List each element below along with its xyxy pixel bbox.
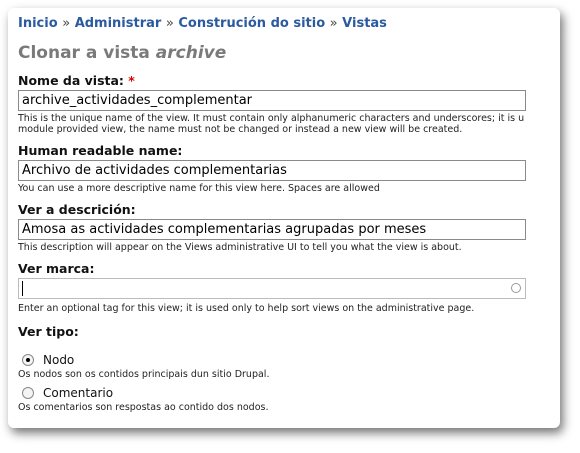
breadcrumb-separator: » [329,16,338,31]
view-name-field [18,73,560,135]
human-name-description: You can use a more descriptive name for this view here. Spaces are allowed [18,183,380,194]
view-tag-field [18,261,560,314]
node-option-description: Os nodos son os contidos principais dun sitio Drupal. [18,369,270,380]
comment-option-description: Os comentarios son respostas ao contido dos nodos. [18,402,269,413]
view-type-option-comment [18,386,560,413]
breadcrumb-home-link[interactable]: Inicio [18,16,58,31]
node-radio-button[interactable] [22,354,34,366]
page-title [18,43,560,63]
autocomplete-throbber-icon [511,283,521,293]
view-description-description: This description will appear on the Views administrative UI to tell you what the view is about. [18,242,462,253]
view-tag-label: Ver marca: [18,261,95,276]
breadcrumb-administer-link[interactable]: Administrar [74,16,162,31]
view-name-description-line1: This is the unique name of the view. It must contain only alphanumeric characters and underscores; it is u [18,113,525,124]
node-radio-row[interactable] [22,353,560,367]
view-description-field [18,202,560,253]
page-title-prefix: Clonar a vista [18,43,150,63]
human-name-label: Human readable name: [18,143,183,158]
breadcrumb-separator: » [62,16,71,31]
view-name-input[interactable]: archive_actividades_complementar [18,90,526,111]
breadcrumb-views-link[interactable]: Vistas [342,16,387,31]
human-name-input[interactable]: Archivo de actividades complementarias [18,160,526,181]
window-frame [8,8,560,428]
view-type-option-node [18,353,560,380]
breadcrumb-separator: » [165,16,174,31]
required-marker: * [128,73,135,88]
view-type-field [18,324,560,413]
view-description-label: Ver a descrición: [18,202,136,217]
human-name-field [18,143,560,194]
breadcrumb-site-building-link[interactable]: Construción do sitio [178,16,326,31]
view-name-label: Nome da vista: * [18,73,135,88]
node-radio-label[interactable]: Nodo [43,353,75,367]
view-name-description-line2: module provided view, the name must not be changed or instead a new view will be created. [18,124,463,135]
page-title-view-name: archive [155,43,227,63]
view-tag-description: Enter an optional tag for this view; it is used only to help sort views on the administrative page. [18,303,475,314]
page-content [18,16,560,413]
view-tag-input[interactable] [18,278,526,299]
comment-radio-label[interactable]: Comentario [43,386,114,400]
view-description-input[interactable]: Amosa as actividades complementarias agrupadas por meses [18,219,526,240]
text-caret [22,281,23,296]
breadcrumb [18,16,560,31]
view-type-label: Ver tipo: [18,324,79,339]
comment-radio-row[interactable] [22,386,560,400]
comment-radio-button[interactable] [22,387,34,399]
